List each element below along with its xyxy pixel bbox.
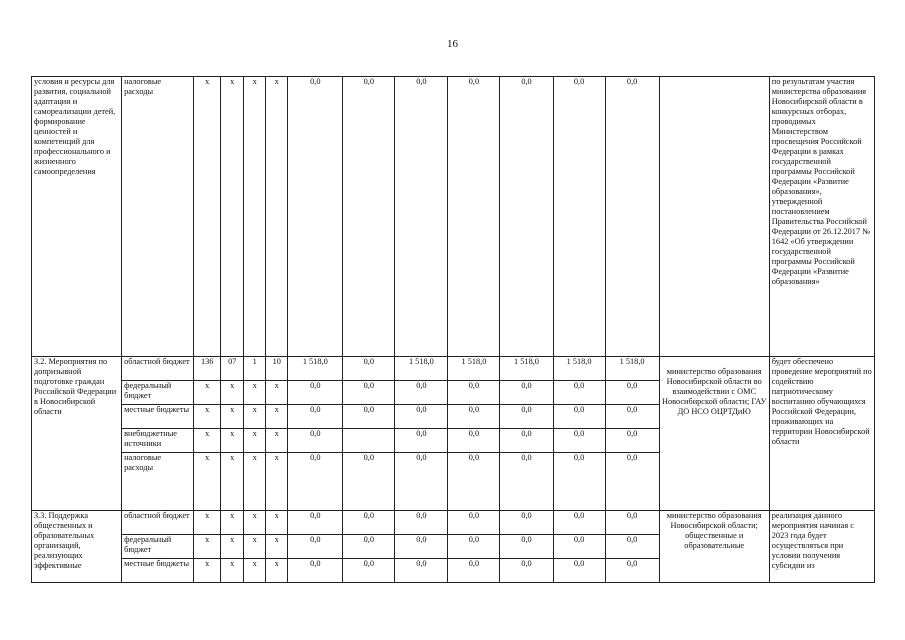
task-cell: 3.2. Мероприятия по допризывной подготовке граждан Российской Федерации в Новосибирской области <box>32 357 122 511</box>
code-cell: x <box>194 77 221 357</box>
amount-cell: 0,0 <box>395 77 448 357</box>
amount-cell: 0,0 <box>448 405 500 429</box>
amount-cell: 0,0 <box>500 381 553 405</box>
amount-cell: 0,0 <box>343 559 395 583</box>
code-cell: x <box>266 381 288 405</box>
code-cell: 10 <box>266 357 288 381</box>
amount-cell: 0,0 <box>605 559 659 583</box>
amount-cell: 0,0 <box>500 405 553 429</box>
code-cell: x <box>194 405 221 429</box>
amount-cell: 0,0 <box>288 405 343 429</box>
code-cell: x <box>266 77 288 357</box>
amount-cell: 0,0 <box>288 535 343 559</box>
code-cell: x <box>194 511 221 535</box>
amount-cell: 0,0 <box>343 511 395 535</box>
amount-cell: 0,0 <box>343 357 395 381</box>
code-cell: 1 <box>244 357 266 381</box>
amount-cell: 0,0 <box>448 453 500 511</box>
amount-cell: 0,0 <box>395 405 448 429</box>
amount-cell: 0,0 <box>343 381 395 405</box>
code-cell: 07 <box>221 357 244 381</box>
amount-cell: 0,0 <box>288 453 343 511</box>
code-cell: x <box>244 511 266 535</box>
code-cell: x <box>244 405 266 429</box>
result-cell: по результатам участия министерства образования Новосибирской области в конкурсных отборах, проводимых Министерством просвещения Российской Федерации в рамках государственной программы Российской Федерации «Развитие образования», утвержденной постановлением Правительства Российской Федерации от 26.12.2017 № 1642 «Об утверждении государственной программы Российской Федерации «Развитие образования» <box>769 77 874 357</box>
amount-cell: 0,0 <box>448 381 500 405</box>
code-cell: x <box>194 559 221 583</box>
amount-cell: 0,0 <box>395 511 448 535</box>
code-cell: x <box>194 535 221 559</box>
code-cell: x <box>266 429 288 453</box>
amount-cell: 0,0 <box>605 453 659 511</box>
code-cell: x <box>221 429 244 453</box>
amount-cell: 0,0 <box>553 381 605 405</box>
amount-cell: 0,0 <box>553 453 605 511</box>
amount-cell: 0,0 <box>605 77 659 357</box>
amount-cell: 0,0 <box>553 429 605 453</box>
code-cell: 136 <box>194 357 221 381</box>
amount-cell: 1 518,0 <box>395 357 448 381</box>
amount-cell: 0,0 <box>395 559 448 583</box>
amount-cell: 0,0 <box>288 381 343 405</box>
funding-source-cell: федеральный бюджет <box>122 535 194 559</box>
amount-cell: 0,0 <box>553 405 605 429</box>
executor-cell: министерство образования Новосибирской области во взаимодействии с ОМС Новосибирской области; ГАУ ДО НСО ОЦРТДиЮ <box>659 357 769 511</box>
code-cell: x <box>266 453 288 511</box>
funding-source-cell: внебюджетные источники <box>122 429 194 453</box>
amount-cell: 0,0 <box>605 535 659 559</box>
amount-cell: 0,0 <box>395 381 448 405</box>
amount-cell: 0,0 <box>343 77 395 357</box>
executor-cell <box>659 77 769 357</box>
funding-source-cell: местные бюджеты <box>122 405 194 429</box>
amount-cell: 0,0 <box>448 559 500 583</box>
result-cell: будет обеспечено проведение мероприятий по содействию патриотическому воспитанию обучающихся Российской Федерации, проживающих на территории Новосибирской области <box>769 357 874 511</box>
amount-cell: 1 518,0 <box>500 357 553 381</box>
code-cell: x <box>266 535 288 559</box>
amount-cell: 0,0 <box>605 381 659 405</box>
program-table <box>31 76 875 583</box>
funding-source-cell: налоговые расходы <box>122 77 194 357</box>
table-row <box>32 511 875 535</box>
code-cell: x <box>221 453 244 511</box>
amount-cell: 1 518,0 <box>448 357 500 381</box>
amount-cell: 0,0 <box>500 429 553 453</box>
amount-cell: 0,0 <box>343 453 395 511</box>
amount-cell: 0,0 <box>395 535 448 559</box>
amount-cell: 0,0 <box>395 453 448 511</box>
amount-cell: 0,0 <box>395 429 448 453</box>
amount-cell: 0,0 <box>500 535 553 559</box>
code-cell: x <box>244 381 266 405</box>
code-cell: x <box>244 429 266 453</box>
code-cell: x <box>221 381 244 405</box>
amount-cell: 0,0 <box>553 535 605 559</box>
amount-cell: 0,0 <box>343 535 395 559</box>
amount-cell: 0,0 <box>500 77 553 357</box>
amount-cell: 0,0 <box>288 511 343 535</box>
funding-source-cell: федеральный бюджет <box>122 381 194 405</box>
executor-cell: министерство образования Новосибирской области; общественные и образовательные <box>659 511 769 583</box>
amount-cell: 1 518,0 <box>288 357 343 381</box>
code-cell: x <box>266 511 288 535</box>
amount-cell: 0,0 <box>553 559 605 583</box>
code-cell: x <box>244 453 266 511</box>
amount-cell: 0,0 <box>448 511 500 535</box>
funding-source-cell: областной бюджет <box>122 511 194 535</box>
amount-cell: 1 518,0 <box>553 357 605 381</box>
code-cell: x <box>194 453 221 511</box>
code-cell: x <box>194 381 221 405</box>
table-row <box>32 357 875 381</box>
funding-source-cell: налоговые расходы <box>122 453 194 511</box>
amount-cell: 0,0 <box>553 77 605 357</box>
amount-cell: 0,0 <box>448 535 500 559</box>
code-cell: x <box>194 429 221 453</box>
amount-cell: 0,0 <box>605 405 659 429</box>
amount-cell: 0,0 <box>288 77 343 357</box>
amount-cell: 0,0 <box>605 429 659 453</box>
amount-cell: 0,0 <box>288 429 343 453</box>
amount-cell: 1 518,0 <box>605 357 659 381</box>
amount-cell: 0,0 <box>500 453 553 511</box>
task-cell: 3.3. Поддержка общественных и образовательных организаций, реализующих эффективные <box>32 511 122 583</box>
page-number: 16 <box>447 38 458 50</box>
task-cell: условия и ресурсы для развития, социальной адаптации и самореализации детей, формирование ценностей и компетенций для профессионального и жизненного самоопределения <box>32 77 122 357</box>
funding-source-cell: местные бюджеты <box>122 559 194 583</box>
amount-cell: 0,0 <box>500 511 553 535</box>
code-cell: x <box>221 535 244 559</box>
amount-cell: 0,0 <box>288 559 343 583</box>
amount-cell: 0,0 <box>448 77 500 357</box>
result-cell: реализация данного мероприятия начиная с 2023 года будет осуществляться при условии получения субсидии из <box>769 511 874 583</box>
code-cell: x <box>244 559 266 583</box>
amount-cell: 0,0 <box>448 429 500 453</box>
code-cell: x <box>221 559 244 583</box>
code-cell: x <box>221 405 244 429</box>
code-cell: x <box>266 405 288 429</box>
table-row <box>32 77 875 357</box>
amount-cell: 0,0 <box>500 559 553 583</box>
code-cell: x <box>221 511 244 535</box>
amount-cell: 0,0 <box>343 405 395 429</box>
amount-cell: 0,0 <box>605 511 659 535</box>
amount-cell <box>343 429 395 453</box>
code-cell: x <box>244 535 266 559</box>
code-cell: x <box>244 77 266 357</box>
amount-cell: 0,0 <box>553 511 605 535</box>
code-cell: x <box>266 559 288 583</box>
funding-source-cell: областной бюджет <box>122 357 194 381</box>
code-cell: x <box>221 77 244 357</box>
